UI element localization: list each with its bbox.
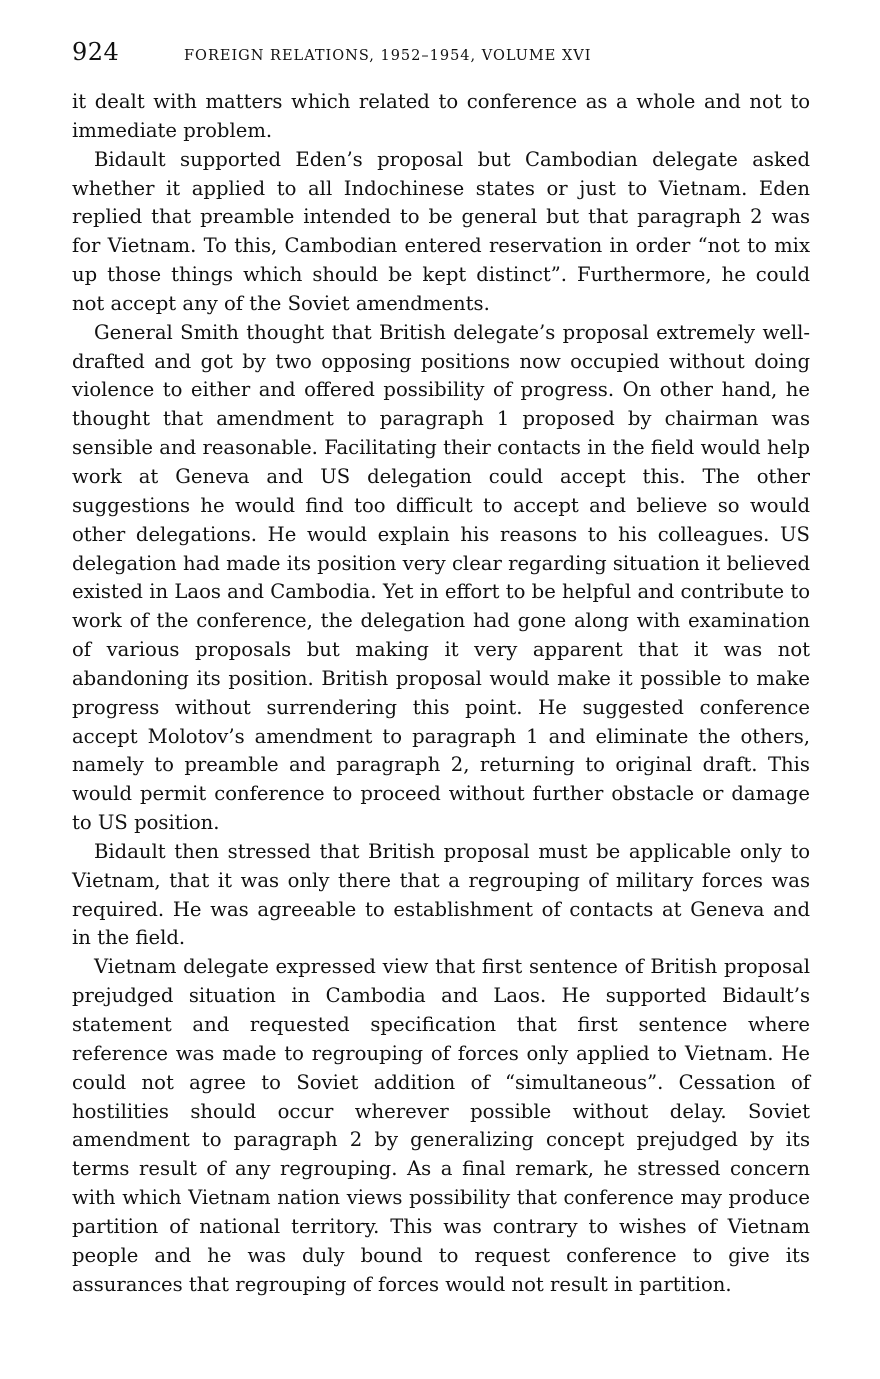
- paragraph: Bidault then stressed that British proposal must be applicable only to Vietnam, that it was only there that a regrouping of military forces was required. He was agreeable to establishment of contacts at Geneva and in the field.: [72, 839, 810, 950]
- running-head: [72, 38, 810, 74]
- paragraph: Vietnam delegate expressed view that first sentence of British proposal prejudged situation in Cambodia and Laos. He supported Bidault’s statement and requested specification that first sentence where reference was made to regrouping of forces only applied to Vietnam. He could not agree to Soviet addition of “simultaneous”. Cessation of hostilities should occur wherever possible without delay. Soviet amendment to paragraph 2 by generalizing concept prejudged by its terms result of any regrouping. As a final remark, he stressed concern with which Vietnam nation views possibility that conference may produce partition of national territory. This was contrary to wishes of Vietnam people and he was duly bound to request conference to give its assurances that regrouping of forces would not result in partition.: [72, 955, 810, 1296]
- page-number: 924: [72, 38, 120, 66]
- paragraph: General Smith thought that British delegate’s proposal extremely well-drafted and got by two opposing positions now occupied without doing violence to either and offered possibility of progress. On other hand, he thought that amendment to paragraph 1 proposed by chairman was sensible and reasonable. Facilitating their contacts in the field would help work at Geneva and US delegation could accept this. The other suggestions he would find too difficult to accept and believe so would other delegations. He would explain his reasons to his colleagues. US delegation had made its position very clear regarding situation it believed existed in Laos and Cambodia. Yet in effort to be helpful and contribute to work of the conference, the delegation had gone along with examination of various proposals but making it very apparent that it was not abandoning its position. British proposal would make it possible to make progress without surrendering this point. He suggested conference accept Molotov’s amendment to paragraph 1 and eliminate the others, namely to preamble and paragraph 2, returning to original draft. This would permit conference to proceed without further obstacle or damage to US position.: [72, 320, 810, 835]
- paragraph: Bidault supported Eden’s proposal but Cambodian delegate asked whether it applied to all Indochinese states or just to Vietnam. Eden replied that preamble intended to be general but that paragraph 2 was for Vietnam. To this, Cambodian entered reservation in order “not to mix up those things which should be kept distinct”. Furthermore, he could not accept any of the Soviet amendments.: [72, 147, 810, 315]
- body-text: [72, 88, 810, 1299]
- paragraph-continuation: it dealt with matters which related to conference as a whole and not to immediate problem.: [72, 90, 810, 142]
- running-title: FOREIGN RELATIONS, 1952–1954, VOLUME XVI: [184, 48, 592, 64]
